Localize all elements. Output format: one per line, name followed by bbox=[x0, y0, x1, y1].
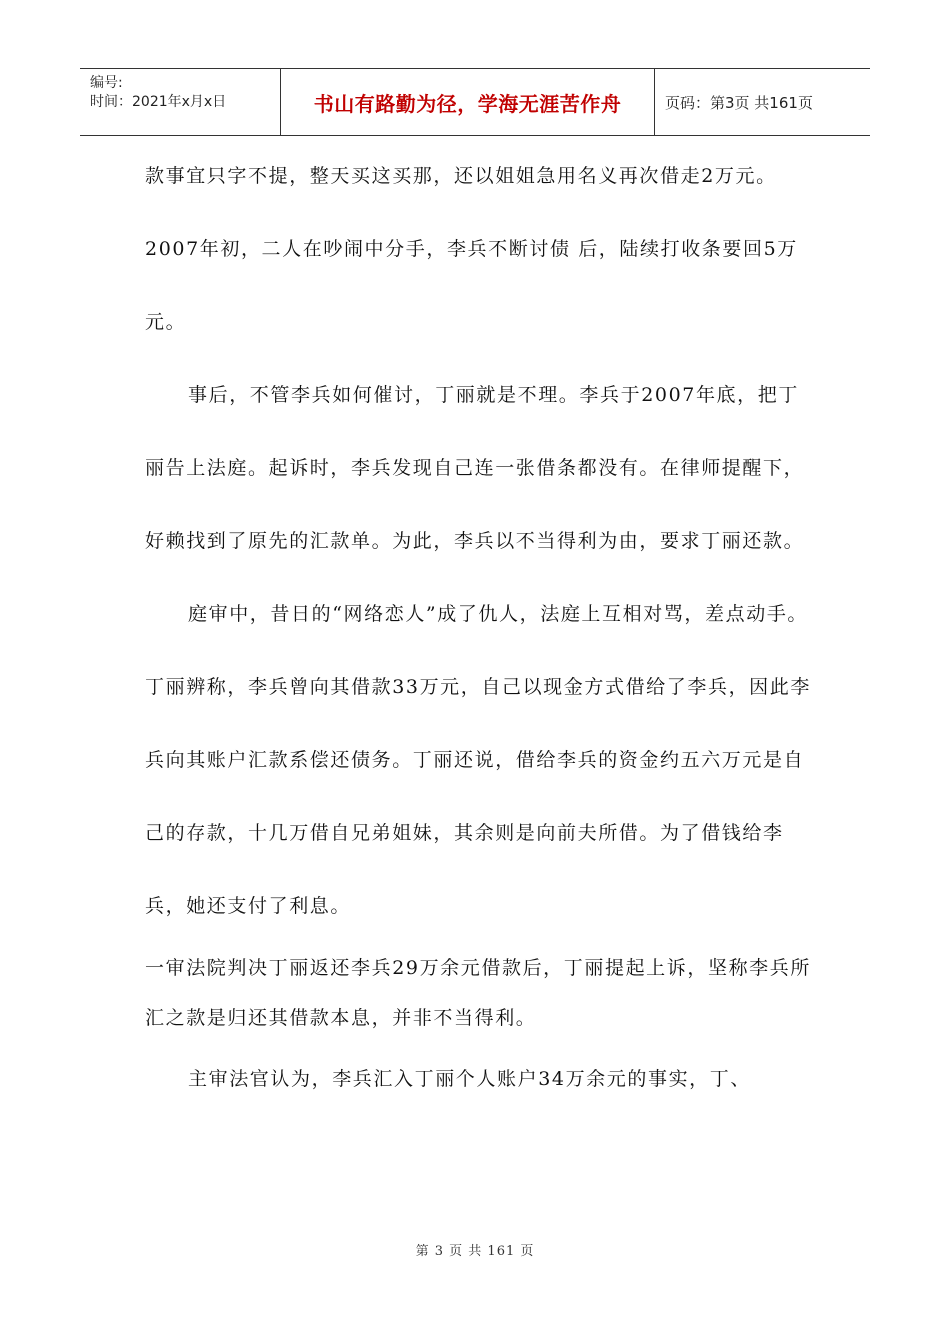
header-meta bbox=[80, 69, 281, 135]
document-body bbox=[145, 140, 815, 1116]
header-motto bbox=[281, 69, 655, 135]
page-footer: 第 3 页 共 161 页 bbox=[415, 1244, 535, 1259]
page-header bbox=[80, 68, 870, 136]
paragraph: 事后，不管李兵如何催讨，丁丽就是不理。李兵于2007年底，把丁丽告上法庭。起诉时，李兵发现自己连一张借条都没有。在律师提醒下，好赖找到了原先的汇款单。为此，李兵以不当得利为由，要求丁丽还款。 bbox=[145, 384, 805, 552]
paragraph: 款事宜只字不提，整天买这买那，还以姐姐急用名义再次借走2万元。2007年初，二人在吵闹中分手，李兵不断讨债 后，陆续打收条要回5万元。 bbox=[145, 165, 798, 333]
date-label: 时间：2021年x月x日 bbox=[90, 94, 227, 110]
motto-text: 书山有路勤为径，学海无涯苦作舟 bbox=[313, 91, 622, 116]
header-page-info: 页码：第3页 共161页 bbox=[665, 93, 813, 112]
number-label: 编号: bbox=[90, 75, 123, 91]
paragraph: 主审法官认为，李兵汇入丁丽个人账户34万余元的事实，丁、 bbox=[188, 1068, 751, 1090]
paragraph: 一审法院判决丁丽返还李兵29万余元借款后，丁丽提起上诉，坚称李兵所汇之款是归还其借款本息，并非不当得利。 bbox=[145, 957, 811, 1029]
paragraph: 庭审中，昔日的“网络恋人”成了仇人，法庭上互相对骂，差点动手。丁丽辨称，李兵曾向其借款33万元，自己以现金方式借给了李兵，因此李兵向其账户汇款系偿还债务。丁丽还说，借给李兵的资金约五六万元是自己的存款，十几万借自兄弟姐妹，其余则是向前夫所借。为了借钱给李兵，她还支付了利息。 bbox=[145, 603, 811, 917]
